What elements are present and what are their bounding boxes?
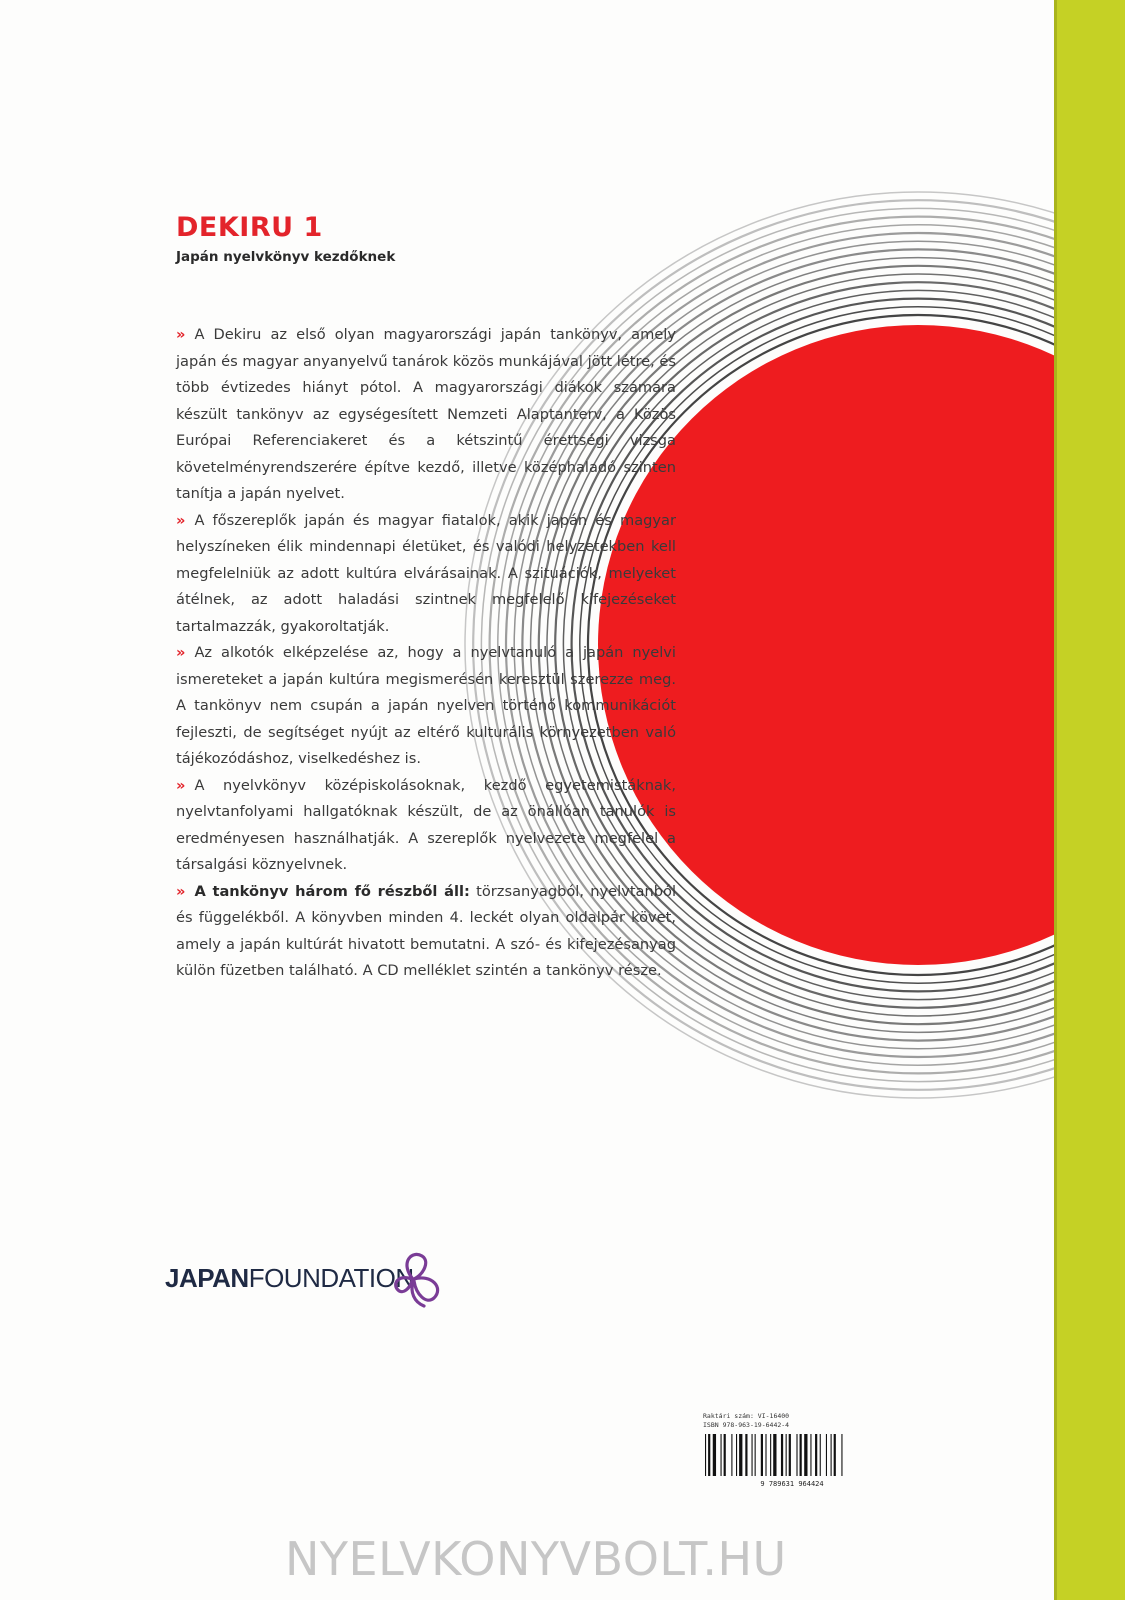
blurb-paragraph-3 bbox=[176, 640, 676, 773]
paragraph-text: A főszereplők japán és magyar fiatalok, akik japán és magyar helyszíneken élik mindennapi életüket, és valódi helyzetekben kell megfelelniük az adott kultúra elvárásainak. A szituációk, melyeket átélnek, az adott haladási szintnek megfelelő kifejezéseket tartalmazzák, gyakoroltatják. bbox=[176, 511, 676, 635]
barcode-digits: 9 789631 964424 bbox=[760, 1480, 824, 1488]
paragraph-text: A Dekiru az első olyan magyarországi japán tankönyv, amely japán és magyar anyanyelvű tanárok közös munkájával jött létre, és több évtizedes hiányt pótol. A magyarországi diákok számára készült tankönyv az egységesített Nemzeti Alaptanterv, a Közös Európai Referenciakeret és a kétszintű érettségi vizsga követelményrendszerére építve kezdő, illetve középhaladó szinten tanítja a japán nyelvet. bbox=[176, 326, 676, 502]
japan-foundation-logo bbox=[165, 1248, 465, 1308]
book-subtitle: Japán nyelvkönyv kezdőknek bbox=[176, 249, 396, 265]
flower-icon bbox=[390, 1248, 450, 1310]
book-title: DEKIRU 1 bbox=[176, 212, 323, 243]
bullet-marker: » bbox=[176, 882, 186, 900]
logo-wordmark bbox=[165, 1263, 414, 1294]
bullet-marker: » bbox=[176, 776, 186, 794]
logo-word-bold: JAPAN bbox=[165, 1263, 249, 1293]
blurb-paragraph-1 bbox=[176, 322, 676, 508]
blurb-paragraph-2 bbox=[176, 508, 676, 641]
logo-word-light: FOUNDATION bbox=[248, 1263, 414, 1293]
paragraph-lead: A tankönyv három fő részből áll: bbox=[194, 882, 470, 900]
paragraph-text: A nyelvkönyv középiskolásoknak, kezdő egyetemistáknak, nyelvtanfolyami hallgatóknak készült, de az önállóan tanulók is eredményesen használhatják. A szereplők nyelvezete megfelel a társalgási köznyelvnek. bbox=[176, 776, 676, 873]
bullet-marker: » bbox=[176, 326, 186, 343]
store-watermark: NYELVKONYVBOLT.HU bbox=[285, 1532, 787, 1586]
description-blurb bbox=[176, 322, 676, 985]
paragraph-text: Az alkotók elképzelése az, hogy a nyelvtanuló a japán nyelvi ismereteket a japán kultúra megismerésén keresztül szerezze meg. A tankönyv nem csupán a japán nyelven történő kommunikációt fejleszti, de segítséget nyújt az eltérő kulturális környezetben való tájékozódáshoz, viselkedéshez is. bbox=[176, 644, 676, 767]
catalog-number: Raktári szám: VI-16400 bbox=[703, 1412, 790, 1420]
blurb-paragraph-4 bbox=[176, 773, 676, 879]
barcode bbox=[703, 1434, 881, 1488]
blurb-paragraph-5 bbox=[176, 879, 676, 985]
paragraph-text: törzsanyagból, nyelvtanból és függelékből. A könyvben minden 4. leckét olyan oldalpár követ, amely a japán kultúrát hivatott bemutatni. A szó- és kifejezésanyag külön füzetben található. A CD melléklet szintén a tankönyv része. bbox=[176, 882, 676, 979]
green-spine-band bbox=[1054, 0, 1125, 1600]
bullet-marker: » bbox=[176, 511, 186, 529]
isbn-line: ISBN 978-963-19-6442-4 bbox=[703, 1421, 790, 1429]
barcode-area bbox=[703, 1412, 888, 1487]
bullet-marker: » bbox=[176, 644, 186, 661]
